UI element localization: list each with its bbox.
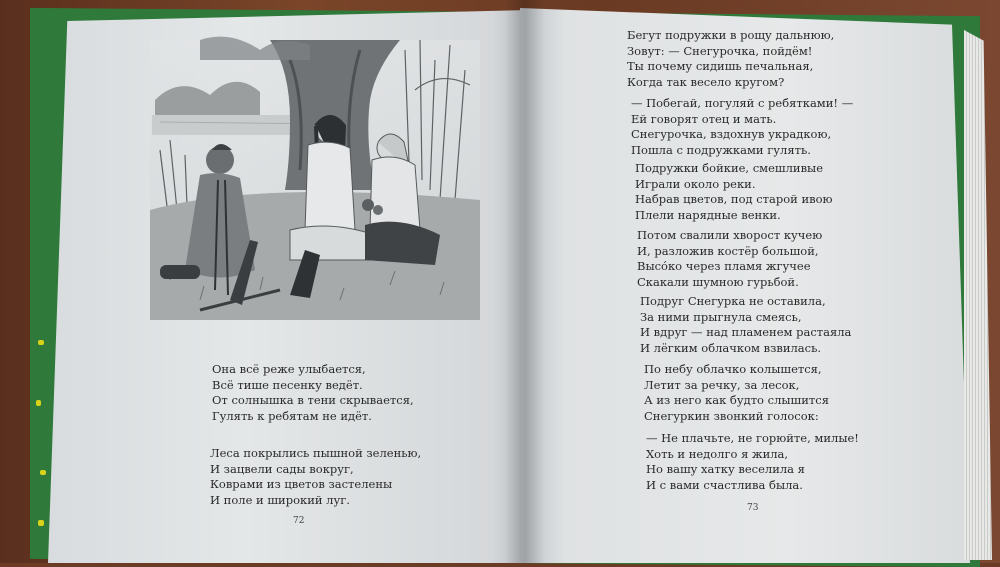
illustration-girls-under-tree [140,30,490,330]
poem-line: А из него как будто слышится [644,393,829,407]
right-stanza-5 [640,294,851,356]
page-number-left: 72 [293,516,305,526]
right-stanza-1 [627,28,834,90]
poem-line: — Не плачьте, не горюйте, милые! [646,431,859,445]
poem-line: Всё тише песенку ведёт. [212,377,363,392]
poem-line: Коврами из цветов застелены [210,477,393,491]
poem-line: Леса покрылись пышной зеленью, [210,446,422,460]
poem-line: Снегуркин звонкий голосок: [644,408,819,423]
poem-line: Плели нарядные венки. [635,207,781,222]
poem-line: Но вашу хатку веселила я [646,462,805,476]
right-stanza-4 [637,228,822,290]
poem-line: Она всё реже улыбается, [212,362,366,376]
poem-line: Ей говорят отец и мать. [631,111,777,126]
poem-line: По небу облачко колышется, [644,362,822,376]
poem-line: И лёгким облачком взвилась. [640,340,822,355]
right-stanza-3 [635,161,833,223]
book-spine-shadow [505,0,545,563]
poem-line: Высо́ко через пламя жгучее [637,259,811,273]
cover-ornament [38,520,44,526]
poem-line: За ними прыгнула смеясь, [640,309,802,324]
right-stanza-2 [631,96,853,158]
poem-line: И зацвели сады вокруг, [210,461,354,476]
poem-line: Хоть и недолго я жила, [646,446,789,461]
poem-line: И вдруг — над пламенем растаяла [640,325,852,339]
right-stanza-6 [644,362,829,424]
poem-line: Летит за речку, за лесок, [644,377,800,392]
poem-line: Набрав цветов, под старой ивою [635,192,833,206]
poem-line: Подруг Снегурка не оставила, [640,294,826,308]
poem-line: И поле и широкий луг. [210,492,350,507]
poem-line: Гулять к ребятам не идёт. [212,408,372,423]
poem-line: Подружки бойкие, смешливые [635,161,824,175]
poem-line: Скакали шумною гурьбой. [637,274,799,289]
poem-line: Снегурочка, вздохнув украдкою, [631,127,832,141]
poem-line: Ты почему сидишь печальная, [627,59,814,73]
poem-line: И, разложив костёр большой, [637,243,819,258]
cover-ornament [40,470,46,475]
left-stanza-2 [210,446,421,508]
cover-ornament [38,340,44,345]
right-stanza-7 [646,431,859,493]
poem-line: — Побегай, погуляй с ребятками! — [631,96,854,110]
poem-line: Играли около реки. [635,176,756,191]
page-number-right: 73 [747,503,759,513]
poem-line: Пошла с подружками гулять. [631,142,811,157]
left-stanza-1 [212,362,414,424]
poem-line: Потом свалили хворост кучею [637,228,823,242]
poem-line: От солнышка в тени скрывается, [212,393,414,407]
cover-ornament [36,400,41,406]
poem-line: Когда так весело кругом? [627,74,785,89]
poem-line: Бегут подружки в рощу дальнюю, [627,28,835,42]
poem-line: И с вами счастлива была. [646,477,803,492]
poem-line: Зовут: — Снегурочка, пойдём! [627,43,813,58]
